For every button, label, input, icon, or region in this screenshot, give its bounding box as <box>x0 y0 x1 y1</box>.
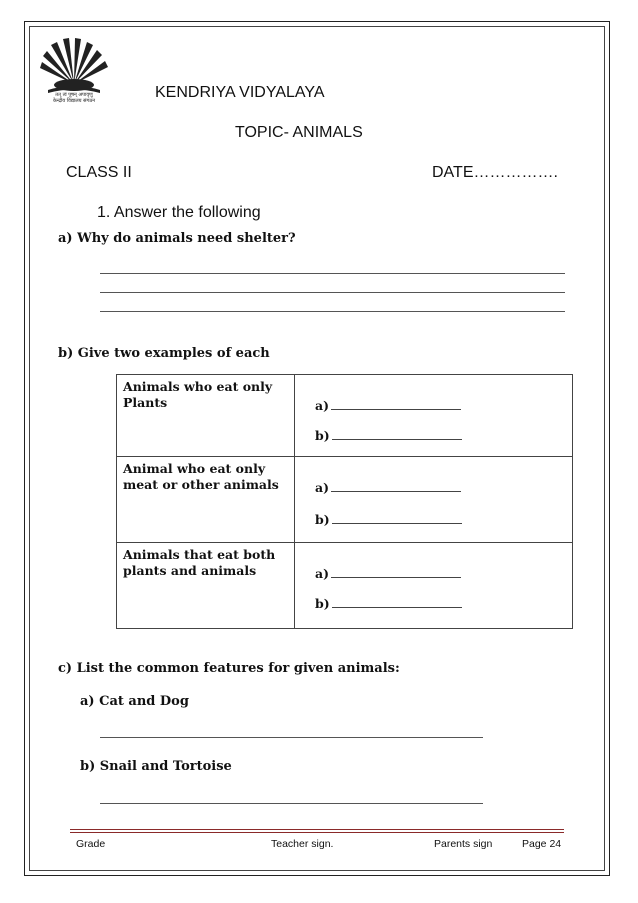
answer-b[interactable]: b) <box>315 595 462 611</box>
question-b: b) Give two examples of each <box>58 346 270 361</box>
question-a: a) Why do animals need shelter? <box>58 231 296 246</box>
logo-caption <box>36 92 112 104</box>
answer-line[interactable] <box>100 803 483 804</box>
sunburst-logo-icon <box>34 38 114 94</box>
class-label: CLASS II <box>66 164 132 181</box>
category-cell: Animals that eat both plants and animals <box>117 543 295 629</box>
question-heading: 1. Answer the following <box>97 204 261 221</box>
answer-b[interactable]: b) <box>315 427 462 443</box>
category-cell: Animals who eat only Plants <box>117 375 295 457</box>
category-cell: Animal who eat only meat or other animals <box>117 457 295 543</box>
answer-line[interactable] <box>100 292 565 293</box>
answer-line[interactable] <box>100 273 565 274</box>
footer-rule <box>70 829 564 830</box>
answer-cell <box>295 457 573 543</box>
footer-rule <box>70 832 564 833</box>
answer-cell <box>295 375 573 457</box>
question-c: c) List the common features for given animals: <box>58 661 400 676</box>
answer-b[interactable]: b) <box>315 511 462 527</box>
answer-cell <box>295 543 573 629</box>
table-row <box>117 543 573 629</box>
footer-grade: Grade <box>76 838 106 850</box>
question-c-a: a) Cat and Dog <box>80 694 189 709</box>
footer-parents-sign: Parents sign <box>434 838 493 850</box>
answer-line[interactable] <box>100 311 565 312</box>
topic-title: TOPIC- ANIMALS <box>235 124 363 141</box>
examples-table <box>116 374 573 629</box>
footer-teacher-sign: Teacher sign. <box>271 838 334 850</box>
page-number: Page 24 <box>522 838 562 850</box>
answer-a[interactable]: a) <box>315 479 461 495</box>
date-field: DATE……………. <box>432 164 558 181</box>
logo-motto: तत् त्वं पूषन् अपावृणु <box>55 92 93 98</box>
question-c-b: b) Snail and Tortoise <box>80 759 232 774</box>
school-name: KENDRIYA VIDYALAYA <box>155 84 325 101</box>
logo-org-name: केन्द्रीय विद्यालय संगठन <box>52 98 96 104</box>
table-row <box>117 457 573 543</box>
answer-line[interactable] <box>100 737 483 738</box>
answer-a[interactable]: a) <box>315 397 461 413</box>
table-row <box>117 375 573 457</box>
answer-a[interactable]: a) <box>315 565 461 581</box>
